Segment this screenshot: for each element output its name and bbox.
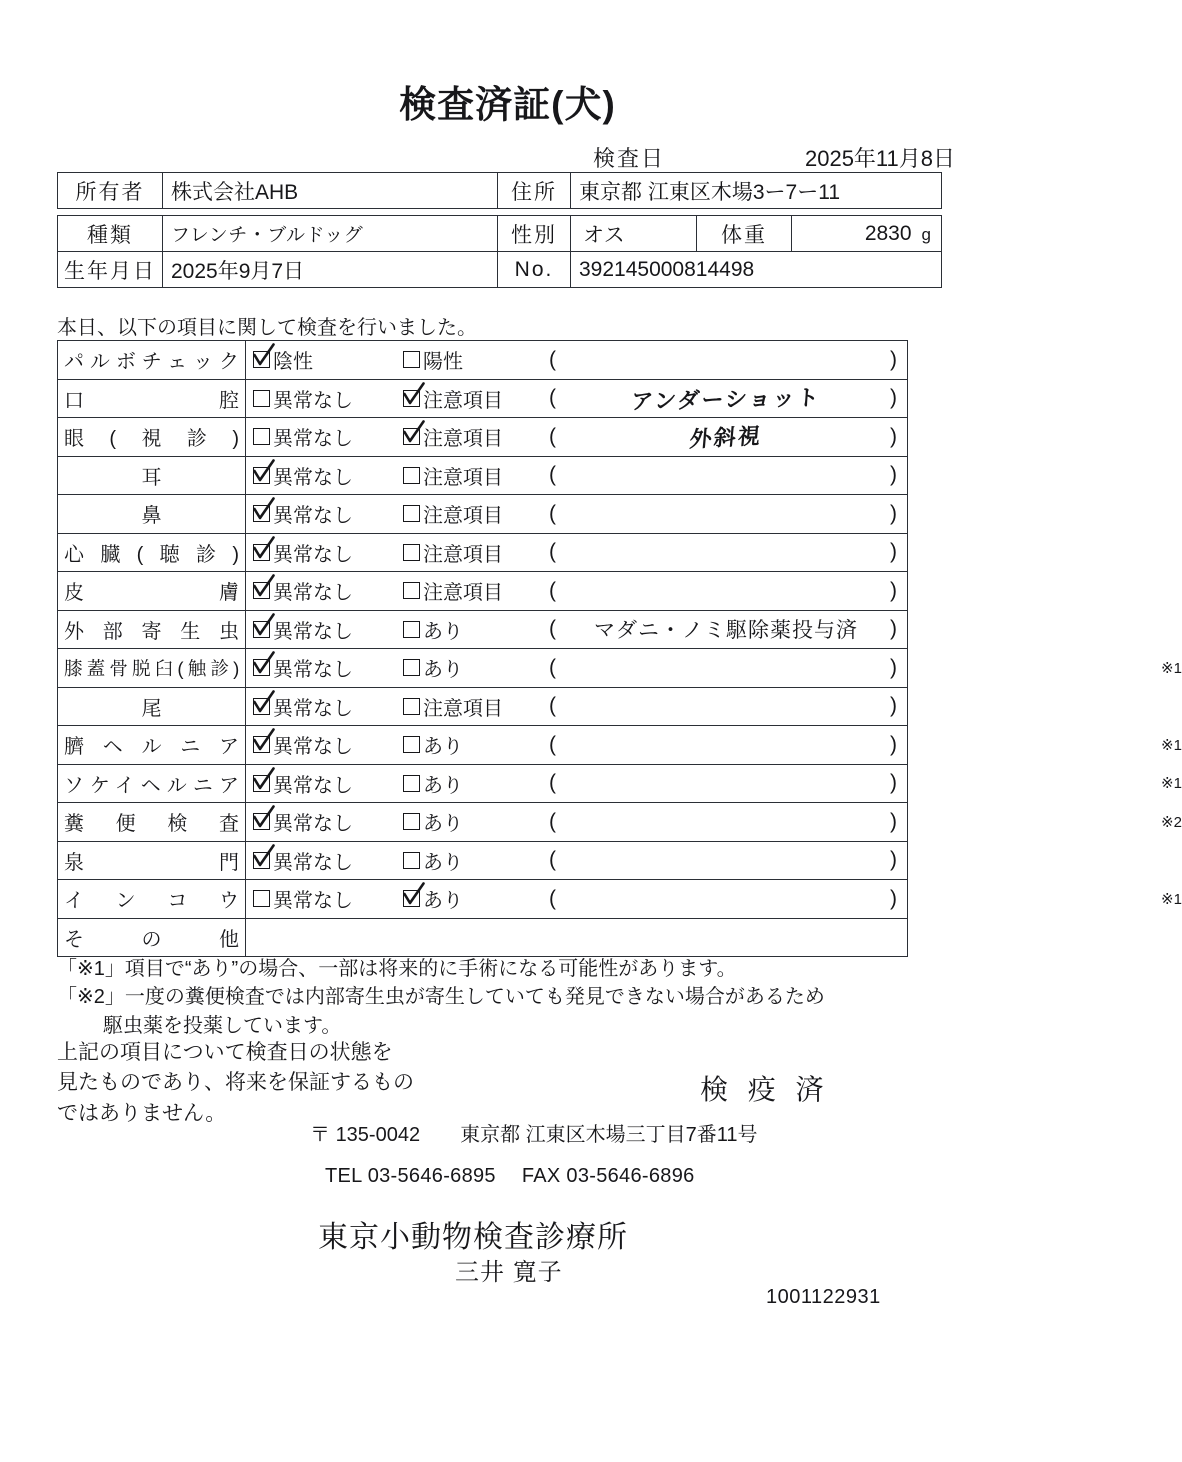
paren-open: ( <box>549 386 556 410</box>
quarantine-stamp: 検 疫 済 <box>700 1074 830 1105</box>
footnotes <box>57 955 825 1040</box>
checkbox-option-1[interactable] <box>246 884 403 913</box>
checkbox-option-2-label: 注意項目 <box>423 466 503 489</box>
remarks-field[interactable] <box>545 385 907 415</box>
paren-close: ) <box>890 809 897 833</box>
paren-open: ( <box>549 501 556 525</box>
inspection-date-label: 検査日 <box>592 146 665 171</box>
checklist-item-options <box>246 649 1182 688</box>
paren-open: ( <box>549 540 556 564</box>
checkbox-option-1-label: 異常なし <box>273 659 353 682</box>
paren-open: ( <box>549 848 556 872</box>
checkbox-icon[interactable] <box>253 736 270 753</box>
checkbox-option-2[interactable] <box>403 653 545 682</box>
checklist-item-label: 尾 <box>58 687 246 726</box>
paren-open: ( <box>549 694 556 718</box>
checkbox-icon[interactable] <box>253 351 270 368</box>
checkbox-option-2-label: あり <box>423 620 463 643</box>
page-title: 検査済証(犬) <box>399 84 616 125</box>
checkbox-option-2[interactable] <box>403 461 545 490</box>
checkbox-option-1-label: 異常なし <box>273 697 353 720</box>
weight-unit: g <box>921 224 931 244</box>
disclaimer-line-3: ではありません。 <box>57 1101 227 1125</box>
checkbox-icon[interactable] <box>403 736 420 753</box>
table-row <box>58 341 908 380</box>
paren-open: ( <box>549 347 556 371</box>
birth-value: 2025年9月7日 <box>163 252 498 288</box>
checkbox-icon[interactable] <box>403 659 420 676</box>
remarks-field[interactable] <box>545 463 907 487</box>
checklist-item-note: マダニ・ノミ駆除薬投与済 <box>594 619 858 643</box>
checkbox-option-2-label: あり <box>423 851 463 874</box>
checkbox-option-2[interactable] <box>403 576 545 605</box>
checkbox-option-2-label: 注意項目 <box>423 543 503 566</box>
remarks-field[interactable] <box>545 733 907 757</box>
checkbox-option-1-label: 異常なし <box>273 736 353 759</box>
other-value[interactable] <box>246 918 908 957</box>
sex-label: 性別 <box>498 216 571 252</box>
paren-close: ) <box>890 771 897 795</box>
checkbox-option-2-label: あり <box>423 890 463 913</box>
checklist-item-options <box>246 456 908 495</box>
checkbox-icon[interactable] <box>403 813 420 830</box>
checklist-item-options <box>246 764 1182 803</box>
paren-open: ( <box>549 886 556 910</box>
checkbox-option-1-label: 異常なし <box>273 543 353 566</box>
checkbox-option-2-label: 陽性 <box>423 351 463 374</box>
checklist-item-label: 鼻 <box>58 495 246 534</box>
checklist-item-options <box>246 726 1182 765</box>
checklist-item-options <box>246 533 908 572</box>
checklist-item-options <box>246 841 908 880</box>
inspection-date-value: 2025年11月8日 <box>804 146 955 171</box>
checkbox-option-2[interactable] <box>403 769 545 798</box>
table-row <box>58 456 908 495</box>
microchip-no-value: 392145000814498 <box>571 252 942 288</box>
paren-open: ( <box>549 617 556 641</box>
weight-value: 2830 <box>864 221 912 245</box>
checklist-item-label: ソケイヘルニア <box>58 764 246 803</box>
checkbox-icon[interactable] <box>403 505 420 522</box>
checkbox-option-1[interactable] <box>246 653 403 682</box>
checkbox-icon[interactable] <box>253 505 270 522</box>
checkbox-option-2-label: 注意項目 <box>423 428 503 451</box>
breed-value: フレンチ・ブルドッグ <box>163 216 498 252</box>
checkbox-option-2[interactable] <box>403 615 545 644</box>
checkbox-option-2[interactable] <box>403 499 545 528</box>
address-label: 住所 <box>498 173 571 209</box>
checklist-item-options <box>246 687 908 726</box>
checkbox-icon[interactable] <box>403 698 420 715</box>
checkbox-icon[interactable] <box>253 890 270 907</box>
checkbox-option-2[interactable] <box>403 422 545 451</box>
checkbox-icon[interactable] <box>253 852 270 869</box>
remarks-field[interactable] <box>545 810 907 834</box>
checkbox-icon[interactable] <box>253 390 270 407</box>
footnote-marker: ※1 <box>1161 736 1182 754</box>
checkbox-option-1[interactable] <box>246 422 403 451</box>
checkbox-icon[interactable] <box>403 582 420 599</box>
footnote-1: 「※1」項目で“あり”の場合、一部は将来的に手術になる可能性があります。 <box>57 958 737 980</box>
checklist-item-label: 膝蓋骨脱臼(触診) <box>58 649 246 688</box>
checklist-item-label: インコウ <box>58 880 246 919</box>
table-row-breed <box>58 216 942 252</box>
checklist-item-label: 外部寄生虫 <box>58 610 246 649</box>
paren-close: ) <box>890 501 897 525</box>
checkbox-option-1-label: 異常なし <box>273 851 353 874</box>
checklist-item-label: 皮膚 <box>58 572 246 611</box>
checkbox-option-1[interactable] <box>246 730 403 759</box>
checkbox-option-1[interactable] <box>246 846 403 875</box>
checkbox-option-1[interactable] <box>246 692 403 721</box>
checkbox-icon[interactable] <box>403 544 420 561</box>
birth-label: 生年月日 <box>58 252 163 288</box>
paren-open: ( <box>549 809 556 833</box>
inspection-date-line <box>0 142 955 173</box>
paren-close: ) <box>890 463 897 487</box>
postal-code: 〒 135-0042 <box>310 1124 421 1146</box>
checkbox-icon[interactable] <box>403 621 420 638</box>
sex-weight-cell <box>571 216 942 252</box>
checkbox-option-2[interactable] <box>403 538 545 567</box>
microchip-no-label: No. <box>498 252 571 288</box>
checkbox-option-1-label: 異常なし <box>273 582 353 605</box>
checkbox-icon[interactable] <box>253 428 270 445</box>
owner-value: 株式会社AHB <box>163 173 498 209</box>
clinic-contact-line <box>325 1165 695 1188</box>
checkbox-icon[interactable] <box>253 621 270 638</box>
checkbox-option-2[interactable] <box>403 692 545 721</box>
checkbox-option-2-label: 注意項目 <box>423 697 503 720</box>
table-row <box>58 841 908 880</box>
other-label: その他 <box>58 918 246 957</box>
checkbox-option-2-label: あり <box>423 659 463 682</box>
checkbox-option-2-label: 注意項目 <box>423 582 503 605</box>
paren-close: ) <box>890 848 897 872</box>
paren-close: ) <box>890 424 897 448</box>
checkbox-option-2[interactable] <box>403 884 545 913</box>
checkbox-icon[interactable] <box>253 775 270 792</box>
checklist-item-options <box>246 880 1182 919</box>
spacer-row <box>58 209 942 216</box>
checkbox-option-2[interactable] <box>403 345 545 374</box>
paren-open: ( <box>549 732 556 756</box>
clinic-fax: FAX 03-5646-6896 <box>521 1165 695 1187</box>
table-row <box>58 918 908 957</box>
checkbox-icon[interactable] <box>403 467 420 484</box>
remarks-field[interactable] <box>545 617 907 641</box>
checklist-item-label: 糞便検査 <box>58 803 246 842</box>
paren-close: ) <box>890 886 897 910</box>
checkbox-icon[interactable] <box>253 813 270 830</box>
checklist-item-note: アンダーショット <box>630 385 822 415</box>
remarks-field[interactable] <box>545 579 907 603</box>
checklist-item-label: パルボチェック <box>58 341 246 380</box>
checkbox-option-2-label: あり <box>423 774 463 797</box>
checkbox-option-1[interactable] <box>246 538 403 567</box>
paren-open: ( <box>549 771 556 795</box>
checklist-item-note: 外斜視 <box>688 424 764 454</box>
breed-label: 種類 <box>58 216 163 252</box>
row-gap <box>58 209 942 216</box>
table-row <box>58 803 908 842</box>
clinic-address: 東京都 江東区木場三丁目7番11号 <box>460 1124 758 1146</box>
remarks-field[interactable] <box>545 771 907 795</box>
checkbox-icon[interactable] <box>403 390 420 407</box>
checklist-item-options <box>246 418 908 457</box>
clinic-name: 東京小動物検査診療所 <box>318 1221 628 1254</box>
checkbox-option-1[interactable] <box>246 384 403 413</box>
remarks-field[interactable] <box>545 502 907 526</box>
checkbox-icon[interactable] <box>253 659 270 676</box>
checkbox-option-2-label: あり <box>423 736 463 759</box>
checkbox-icon[interactable] <box>403 775 420 792</box>
checkbox-option-1[interactable] <box>246 499 403 528</box>
table-row <box>58 649 908 688</box>
address-value: 東京都 江東区木場3ー7ー11 <box>571 173 942 209</box>
remarks-field[interactable] <box>545 656 907 680</box>
remarks-field[interactable] <box>545 424 907 454</box>
checklist-item-label: 耳 <box>58 456 246 495</box>
reference-number: 1001122931 <box>766 1286 881 1308</box>
checklist-item-options <box>246 495 908 534</box>
checkbox-option-2[interactable] <box>403 807 545 836</box>
disclaimer-line-2: 見たものであり、将来を保証するもの <box>57 1071 414 1095</box>
table-row-birth <box>58 252 942 288</box>
checkbox-option-1-label: 異常なし <box>273 389 353 412</box>
paren-close: ) <box>890 347 897 371</box>
clinic-tel: TEL 03-5646-6895 <box>325 1165 496 1187</box>
checklist-item-options <box>246 610 908 649</box>
disclaimer <box>57 1038 414 1129</box>
remarks-field[interactable] <box>545 694 907 718</box>
owner-label: 所有者 <box>58 173 163 209</box>
table-row <box>58 495 908 534</box>
disclaimer-line-1: 上記の項目について検査日の状態を <box>57 1041 393 1064</box>
checkbox-option-1-label: 異常なし <box>273 774 353 797</box>
owner-info-table <box>57 172 942 288</box>
checkbox-option-1-label: 陰性 <box>273 351 313 374</box>
checkbox-option-1-label: 異常なし <box>273 505 353 528</box>
lead-note: 本日、以下の項目に関して検査を行いました。 <box>57 317 477 339</box>
footnote-2: 「※2」一度の糞便検査では内部寄生虫が寄生していても発見できない場合があるため <box>57 986 825 1009</box>
paren-close: ) <box>890 540 897 564</box>
checkbox-option-1[interactable] <box>246 345 403 374</box>
paren-close: ) <box>890 578 897 602</box>
checkbox-option-1-label: 異常なし <box>273 620 353 643</box>
paren-open: ( <box>549 424 556 448</box>
weight-label: 体重 <box>697 216 792 251</box>
checkbox-icon[interactable] <box>403 890 420 907</box>
paren-close: ) <box>890 617 897 641</box>
paren-close: ) <box>890 694 897 718</box>
checkbox-option-1-label: 異常なし <box>273 890 353 913</box>
checkbox-icon[interactable] <box>253 544 270 561</box>
checkbox-icon[interactable] <box>403 351 420 368</box>
checkbox-option-1[interactable] <box>246 615 403 644</box>
paren-open: ( <box>549 655 556 679</box>
remarks-field[interactable] <box>545 348 907 372</box>
checkbox-option-1-label: 異常なし <box>273 813 353 836</box>
checkbox-option-1[interactable] <box>246 576 403 605</box>
checklist-item-options <box>246 379 908 418</box>
checkbox-option-1[interactable] <box>246 461 403 490</box>
checkbox-option-2[interactable] <box>403 846 545 875</box>
checklist-item-options <box>246 803 1182 842</box>
paren-open: ( <box>549 463 556 487</box>
checklist-item-label: 口腔 <box>58 379 246 418</box>
checkbox-icon[interactable] <box>403 852 420 869</box>
checklist-item-options <box>246 341 908 380</box>
paren-close: ) <box>890 732 897 756</box>
table-row <box>58 764 908 803</box>
checkbox-option-1[interactable] <box>246 807 403 836</box>
sex-value: オス <box>583 223 625 247</box>
table-row <box>58 572 908 611</box>
checkbox-option-2-label: 注意項目 <box>423 505 503 528</box>
clinic-address-line <box>310 1118 758 1147</box>
checklist-item-label: 眼(視診) <box>58 418 246 457</box>
paren-close: ) <box>890 655 897 679</box>
checkbox-option-2[interactable] <box>403 384 545 413</box>
checklist-item-label: 泉門 <box>58 841 246 880</box>
checkbox-icon[interactable] <box>253 698 270 715</box>
checkbox-option-1-label: 異常なし <box>273 466 353 489</box>
remarks-field[interactable] <box>545 540 907 564</box>
inspection-checklist-table <box>57 340 1182 957</box>
checklist-item-label: 心臓(聴診) <box>58 533 246 572</box>
veterinarian-name: 三井 寛子 <box>455 1259 563 1286</box>
footnote-marker: ※1 <box>1161 659 1182 677</box>
table-row <box>58 726 908 765</box>
remarks-field[interactable] <box>545 887 907 911</box>
table-row <box>58 418 908 457</box>
paren-close: ) <box>890 386 897 410</box>
checkbox-option-2-label: あり <box>423 813 463 836</box>
footnote-3: 駆虫薬を投薬しています。 <box>103 1014 342 1037</box>
checkbox-option-2[interactable] <box>403 730 545 759</box>
table-row <box>58 610 908 649</box>
table-row <box>58 687 908 726</box>
table-row-owner <box>58 173 942 209</box>
checkbox-icon[interactable] <box>253 467 270 484</box>
checkbox-option-1-label: 異常なし <box>273 428 353 451</box>
remarks-field[interactable] <box>545 848 907 872</box>
checkbox-icon[interactable] <box>403 428 420 445</box>
footnote-marker: ※1 <box>1161 775 1182 793</box>
checklist-item-label: 臍ヘルニア <box>58 726 246 765</box>
checklist-item-options <box>246 572 908 611</box>
paren-open: ( <box>549 578 556 602</box>
checkbox-option-1[interactable] <box>246 769 403 798</box>
footnote-marker: ※2 <box>1161 813 1182 831</box>
table-row <box>58 379 908 418</box>
checkbox-icon[interactable] <box>253 582 270 599</box>
table-row <box>58 880 908 919</box>
table-row <box>58 533 908 572</box>
footnote-marker: ※1 <box>1161 890 1182 908</box>
checkbox-option-2-label: 注意項目 <box>423 389 503 412</box>
